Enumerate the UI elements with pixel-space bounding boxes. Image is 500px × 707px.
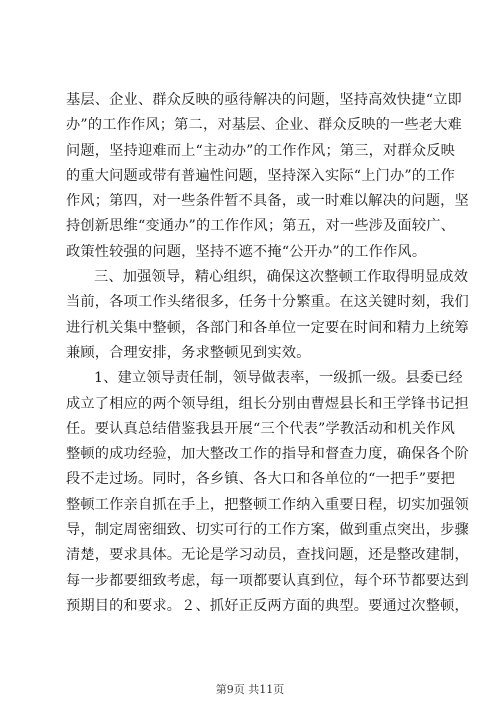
text-line: 问题，坚持迎难而上“主动办”的工作作风；第三，对群众反映 [66, 142, 455, 159]
text-line: 段不走过场。同时，各乡镇、各大口和各单位的“一把手”要把 [66, 471, 455, 488]
text-line: 基层、企业、群众反映的亟待解决的问题，坚持高效快捷“立即 [66, 92, 462, 108]
text-line: 当前，各项工作头绪很多，任务十分繁重。在这关键时刻，我们 [66, 294, 469, 311]
text-line: 进行机关集中整顿，各部门和各单位一定要在时间和精力上统筹 [66, 319, 469, 336]
paragraph-section-three [66, 265, 469, 366]
text-line: 清楚，要求具体。无论是学习动员，查找问题，还是整改建制， [66, 547, 469, 564]
text-line: 整顿的成功经验，加大整改工作的指导和督查力度，确保各个阶 [66, 446, 469, 463]
section-heading-line: 三、加强领导，精心组织，确保这次整顿工作取得明显成效 [94, 269, 469, 286]
text-line: 作风；第四，对一些条件暂不具备，或一时难以解决的问题，坚 [66, 193, 469, 210]
text-line: 整顿工作亲自抓在手上，把整顿工作纳入重要日程，切实加强领 [66, 496, 469, 513]
document-body [66, 88, 469, 619]
text-line: 兼顾，合理安排，务求整顿见到实效。 [66, 344, 311, 361]
text-line: 导，制定周密细致、切实可行的工作方案，做到重点突出，步骤 [66, 522, 469, 539]
text-line: 任。要认真总结借鉴我县开展“三个代表”学教活动和机关作风 [66, 420, 455, 437]
text-line: 持创新思维“变通办”的工作作风；第五，对一些涉及面较广、 [66, 218, 455, 235]
page-number-footer: 第9页 共11页 [215, 683, 285, 696]
paragraph-item-one [66, 366, 469, 619]
text-line: 的重大问题或带有普遍性问题，坚持深入实际“上门办”的工作 [66, 167, 455, 184]
text-line: 成立了相应的两个领导组，组长分别由曹煜县长和王学锋书记担 [66, 395, 469, 412]
list-item-line: 1、建立领导责任制，领导做表率，一级抓一级。县委已经 [94, 370, 463, 387]
text-line: 每一步都要细致考虑，每一项都要认真到位，每个环节都要达到 [66, 572, 469, 589]
text-line: 办”的工作作风；第二，对基层、企业、群众反映的一些老大难 [66, 117, 462, 134]
paragraph-work-style [66, 88, 469, 265]
text-line: 预期目的和要求。２、抓好正反两方面的典型。要通过次整顿， [66, 597, 469, 614]
text-line: 政策性较强的问题，坚持不遮不掩“公开办”的工作作风。 [66, 243, 427, 260]
